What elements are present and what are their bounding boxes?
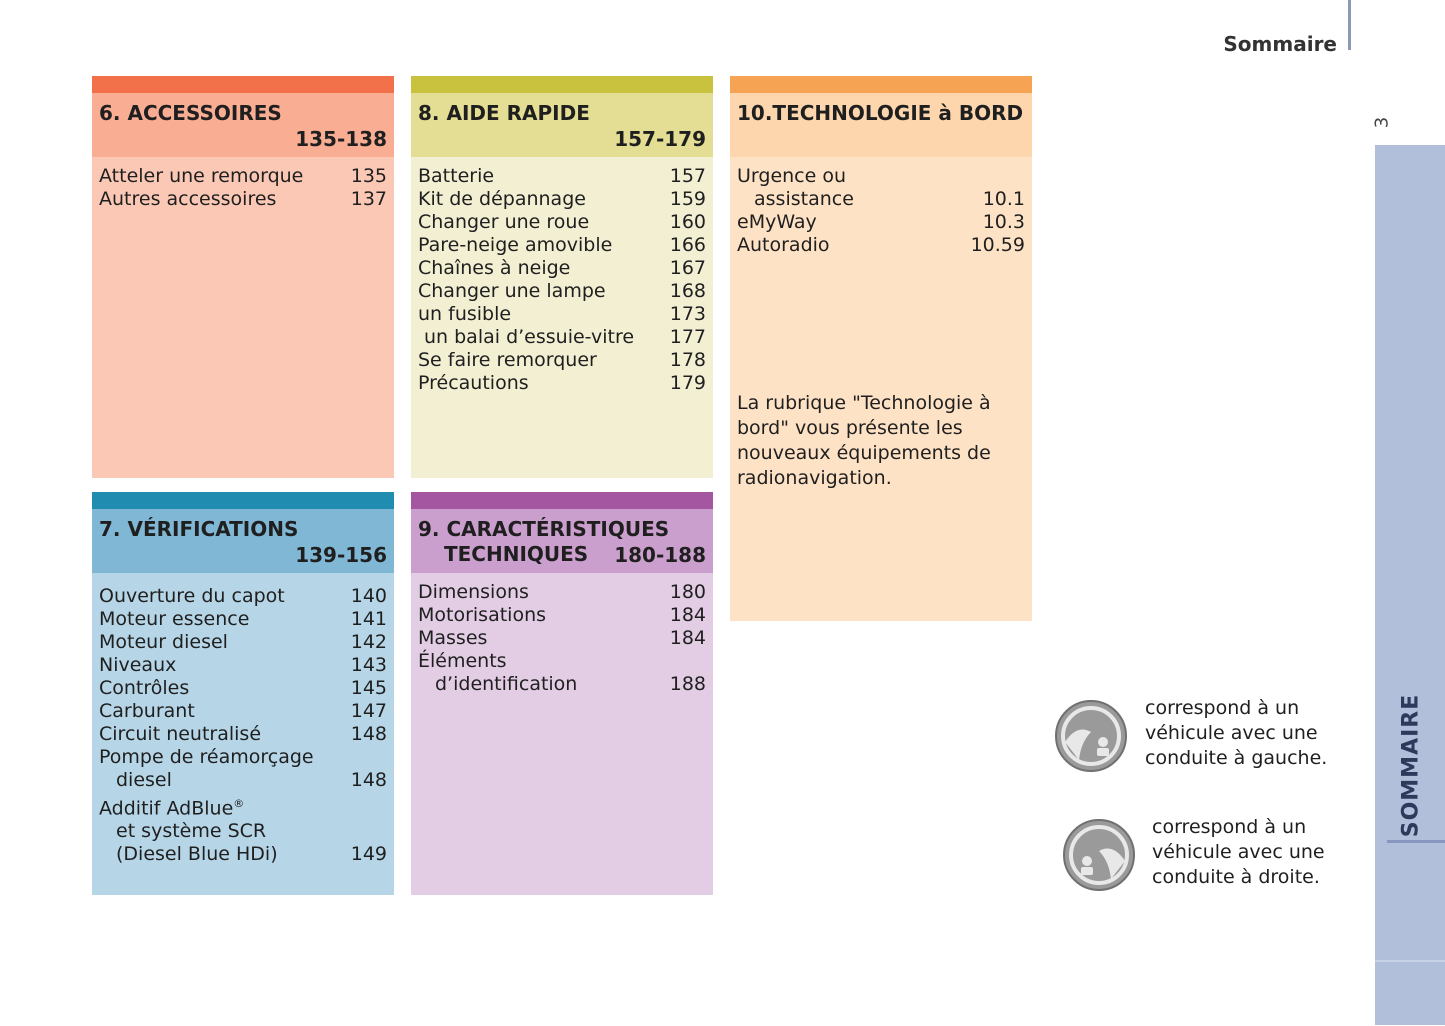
side-tab-divider — [1387, 840, 1445, 843]
toc-entry-page: 142 — [350, 631, 387, 653]
side-tab-divider-secondary — [1375, 960, 1445, 962]
toc-entry-label: Motorisations — [418, 604, 547, 626]
section-color-bar — [92, 76, 394, 93]
toc-entry[interactable] — [737, 188, 1025, 211]
header-title: Sommaire — [1223, 32, 1337, 56]
section-page-range[interactable]: 180-188 — [614, 543, 706, 567]
toc-entry-page: 10.59 — [970, 234, 1025, 256]
legend-line: conduite à gauche. — [1145, 747, 1328, 769]
toc-entry-label: Pare-neige amovible — [418, 234, 613, 256]
toc-entry[interactable] — [737, 211, 1025, 234]
toc-entry-label: Ouverture du capot — [99, 585, 285, 607]
toc-entry[interactable] — [99, 631, 387, 654]
toc-entry[interactable] — [99, 188, 387, 211]
toc-entry-label: eMyWay — [737, 211, 817, 233]
toc-entry-label: d’identification — [435, 673, 578, 695]
toc-entry[interactable] — [418, 604, 706, 627]
toc-entry-label: et système SCR — [116, 820, 267, 843]
toc-entry-label-wrap — [99, 792, 244, 820]
section-accessoires — [92, 76, 394, 478]
section-technologie — [730, 76, 1032, 621]
section-title: 9. CARACTÉRISTIQUES — [418, 517, 670, 541]
toc-entry[interactable] — [99, 843, 387, 866]
toc-entry[interactable] — [99, 820, 387, 843]
toc-entry-label: Batterie — [418, 165, 495, 187]
toc-entry-page: 135 — [350, 165, 387, 187]
section-header — [730, 93, 1032, 157]
toc-entry[interactable] — [418, 303, 706, 326]
toc-entry-page: 145 — [350, 677, 387, 699]
toc-entry[interactable] — [99, 746, 387, 769]
legend-line: correspond à un — [1152, 816, 1307, 838]
toc-entry[interactable] — [99, 723, 387, 746]
section-verifications — [92, 492, 394, 895]
section-title: 8. AIDE RAPIDE — [418, 101, 590, 125]
toc-entry-page: 141 — [350, 608, 387, 630]
legend-line: conduite à droite. — [1152, 866, 1320, 888]
toc-entry-page: 147 — [350, 700, 387, 722]
toc-entry[interactable] — [737, 234, 1025, 257]
page-number: 3 — [1371, 116, 1393, 129]
toc-entry-page: 173 — [669, 303, 706, 325]
toc-entry-label: Masses — [418, 627, 488, 649]
section-title: 6. ACCESSOIRES — [99, 101, 282, 125]
toc-entry-label: Circuit neutralisé — [99, 723, 262, 745]
section-page-range[interactable]: 157-179 — [614, 127, 706, 151]
section-items — [92, 573, 394, 895]
section-header — [411, 93, 713, 157]
section-header — [411, 509, 713, 573]
toc-entry[interactable] — [418, 673, 706, 696]
toc-entry-page: 137 — [350, 188, 387, 210]
toc-entry-page: 166 — [669, 234, 706, 256]
toc-entry[interactable] — [418, 349, 706, 372]
toc-entry-page: 10.1 — [982, 188, 1025, 210]
toc-entry[interactable] — [418, 188, 706, 211]
toc-entry-label: un fusible — [418, 303, 512, 325]
legend-line: véhicule avec une — [1152, 841, 1325, 863]
toc-entry-label: Moteur diesel — [99, 631, 228, 653]
steering-wheel-right-icon — [1063, 819, 1135, 891]
toc-entry[interactable] — [737, 165, 1025, 188]
toc-entry-page: 184 — [669, 604, 706, 626]
toc-entry-page: 180 — [669, 581, 706, 603]
toc-entry-page: 179 — [669, 372, 706, 394]
toc-entry[interactable] — [418, 372, 706, 395]
registered-mark: ® — [233, 797, 245, 810]
toc-entry-label: Chaînes à neige — [418, 257, 571, 279]
toc-entry-label: Additif AdBlue — [99, 797, 234, 820]
toc-entry-page: 167 — [669, 257, 706, 279]
section-title: 7. VÉRIFICATIONS — [99, 517, 299, 541]
toc-entry-label: Changer une lampe — [418, 280, 606, 302]
toc-entry[interactable] — [418, 326, 706, 349]
toc-entry[interactable] — [418, 211, 706, 234]
toc-entry-label: Se faire remorquer — [418, 349, 597, 371]
legend-line: véhicule avec une — [1145, 722, 1318, 744]
toc-entry[interactable] — [418, 165, 706, 188]
toc-entry-page: 184 — [669, 627, 706, 649]
toc-entry[interactable] — [99, 769, 387, 792]
toc-entry-page: 168 — [669, 280, 706, 302]
section-aide-rapide — [411, 76, 713, 478]
section-header — [92, 93, 394, 157]
toc-entry-label: Autres accessoires — [99, 188, 277, 210]
toc-entry-label: Moteur essence — [99, 608, 250, 630]
toc-entry-label: Urgence ou — [737, 165, 847, 187]
toc-entry-label: Dimensions — [418, 581, 529, 603]
side-tab[interactable] — [1375, 145, 1445, 1025]
toc-entry-label: un balai d’essuie-vitre — [424, 326, 635, 348]
toc-entry[interactable] — [418, 280, 706, 303]
toc-entry-label: Kit de dépannage — [418, 188, 586, 210]
toc-entry-label: Contrôles — [99, 677, 190, 699]
toc-entry-page: 178 — [669, 349, 706, 371]
section-color-bar — [411, 76, 713, 93]
toc-entry-page: 188 — [669, 673, 706, 695]
toc-entry-page: 10.3 — [982, 211, 1025, 233]
toc-entry[interactable] — [99, 165, 387, 188]
toc-entry[interactable] — [99, 654, 387, 677]
section-caracteristiques — [411, 492, 713, 895]
section-color-bar — [92, 492, 394, 509]
toc-entry[interactable] — [99, 677, 387, 700]
section-items — [92, 157, 394, 478]
toc-entry-page: 160 — [669, 211, 706, 233]
section-color-bar — [730, 76, 1032, 93]
side-tab-label: SOMMAIRE — [1398, 693, 1424, 837]
toc-entry-page: 143 — [350, 654, 387, 676]
toc-entry-label: assistance — [754, 188, 854, 210]
toc-entry-page: 148 — [350, 723, 387, 745]
toc-entry-label: Précautions — [418, 372, 529, 394]
toc-entry-label: Pompe de réamorçage — [99, 746, 314, 768]
header-rule — [1348, 0, 1351, 50]
section-title: 10.TECHNOLOGIE à BORD — [737, 101, 1024, 125]
toc-entry-page: 140 — [350, 585, 387, 607]
toc-entry[interactable] — [99, 700, 387, 723]
toc-entry[interactable] — [418, 627, 706, 650]
toc-entry-label: Niveaux — [99, 654, 177, 676]
toc-entry-page: 149 — [350, 843, 387, 866]
toc-entry-label: Carburant — [99, 700, 195, 722]
toc-entry-page: 157 — [669, 165, 706, 187]
legend-line: correspond à un — [1145, 697, 1300, 719]
section-items — [411, 573, 713, 895]
toc-entry[interactable] — [99, 585, 387, 608]
toc-entry[interactable] — [99, 792, 387, 820]
toc-entry-page: 159 — [669, 188, 706, 210]
toc-entry-label: Atteler une remorque — [99, 165, 304, 187]
steering-wheel-left-icon — [1055, 700, 1127, 772]
toc-entry-label: Éléments — [418, 650, 507, 672]
toc-entry-label: (Diesel Blue HDi) — [116, 843, 278, 866]
section-note: La rubrique "Technologie à bord" vous présente les nouveaux équipements de radionavigation. — [737, 392, 991, 489]
toc-entry[interactable] — [99, 608, 387, 631]
section-header — [92, 509, 394, 573]
toc-entry[interactable] — [418, 650, 706, 673]
toc-entry-label: Autoradio — [737, 234, 830, 256]
section-items — [411, 157, 713, 478]
section-color-bar — [411, 492, 713, 509]
legend-text — [1152, 815, 1325, 890]
side-tab-label-wrap — [1373, 685, 1445, 845]
toc-entry-label: diesel — [116, 769, 172, 791]
toc-entry[interactable] — [418, 234, 706, 257]
section-items — [730, 157, 1032, 621]
toc-entry[interactable] — [418, 581, 706, 604]
legend-text — [1145, 696, 1327, 771]
section-page-range[interactable]: 135-138 — [295, 127, 387, 151]
section-page-range[interactable]: 139-156 — [295, 543, 387, 567]
toc-entry-page: 177 — [669, 326, 706, 348]
toc-entry-page: 148 — [350, 769, 387, 791]
toc-entry-label: Changer une roue — [418, 211, 590, 233]
toc-entry[interactable] — [418, 257, 706, 280]
section-title-line2: TECHNIQUES — [444, 542, 589, 566]
